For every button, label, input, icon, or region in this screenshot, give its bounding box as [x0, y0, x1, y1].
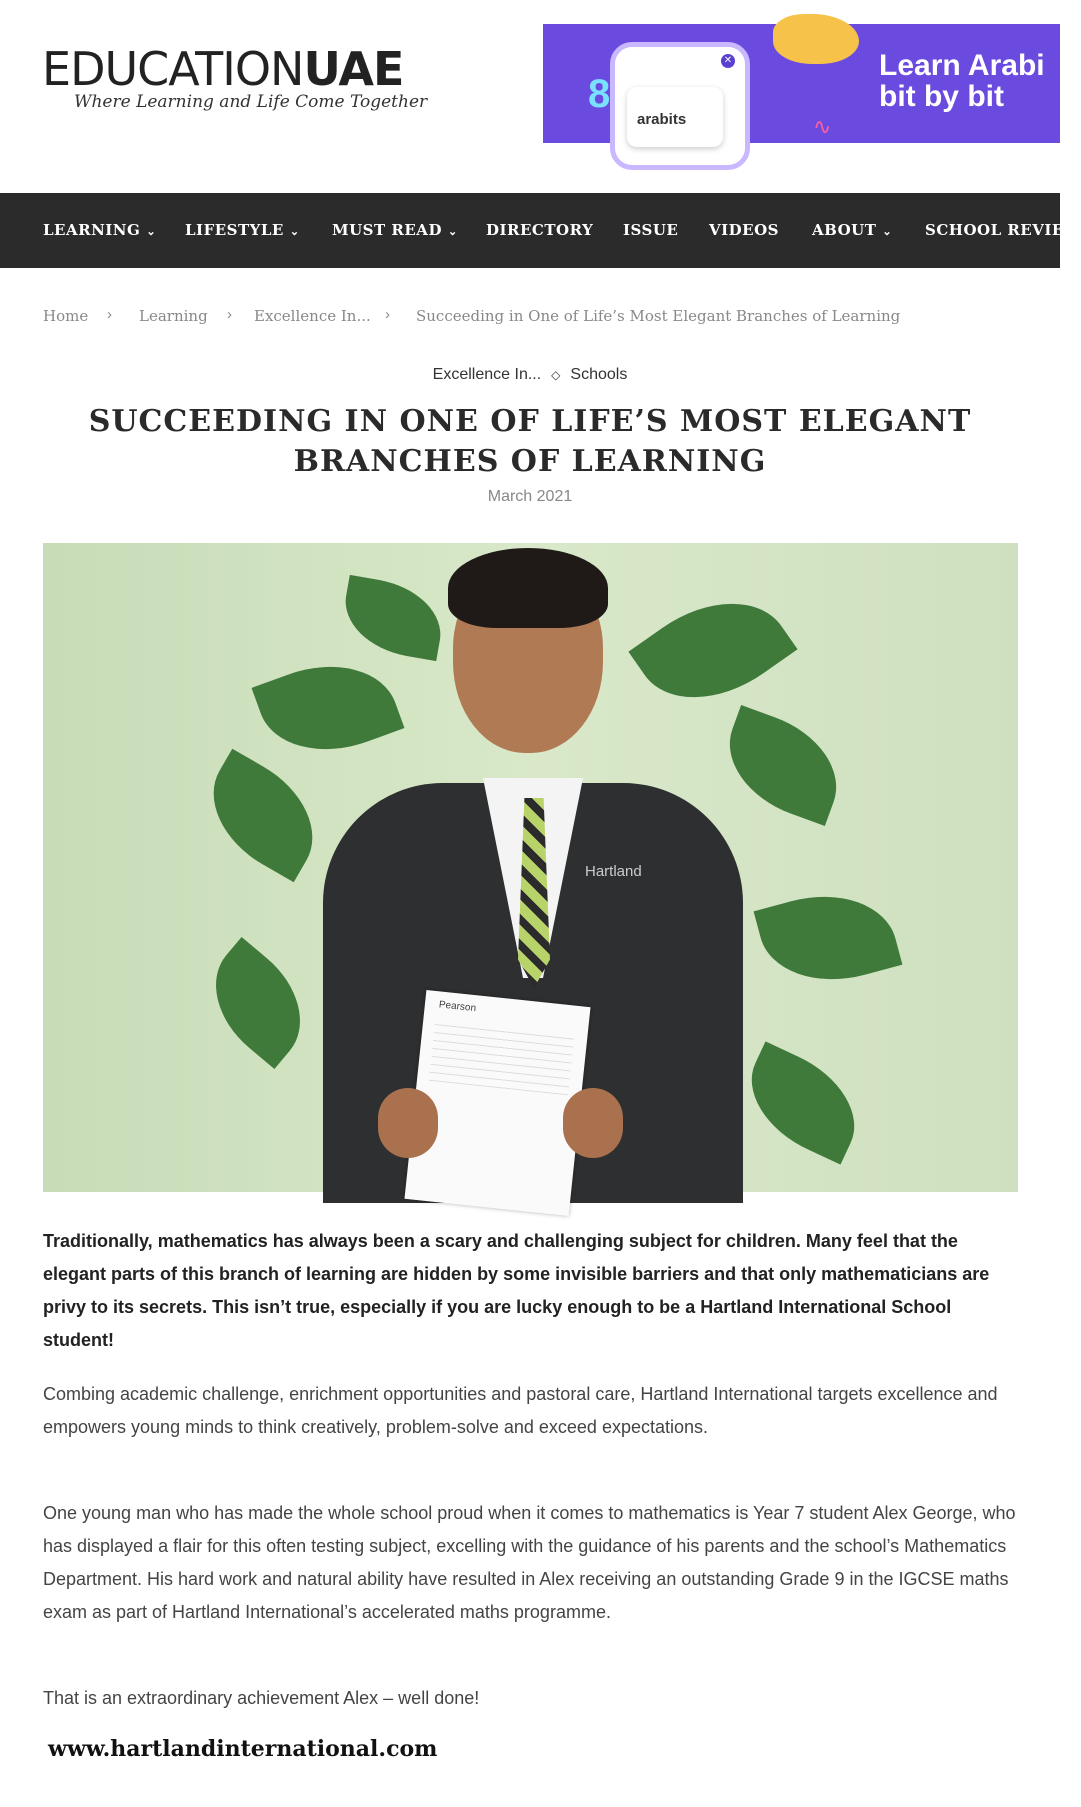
- plant-leaf: [338, 575, 449, 661]
- nav-item-label: MUST READ: [332, 221, 442, 239]
- nav-item-lifestyle[interactable]: [185, 193, 300, 268]
- breadcrumb-chevron-icon: ›: [385, 306, 390, 323]
- article-paragraph: That is an extraordinary achievement Alex – well done!: [43, 1688, 480, 1708]
- breadcrumb-excellence[interactable]: Excellence In...: [254, 307, 371, 325]
- site-header: [0, 0, 1060, 193]
- nav-item-label: ABOUT: [812, 221, 877, 239]
- article-date: March 2021: [487, 488, 573, 505]
- plant-leaf: [754, 878, 903, 999]
- breadcrumb-chevron-icon: ›: [227, 306, 232, 323]
- breadcrumb-chevron-icon: ›: [107, 306, 112, 323]
- article-lead-paragraph: Traditionally, mathematics has always been a scary and challenging subject for children. Many feel that the elegant parts of this branch of learning are hidden by some invisible barriers and that only mathematicians are privy to its secrets. This isn’t true, especially if you are lucky enough to be a Hartland International School student!: [43, 1231, 990, 1350]
- nav-item-issue[interactable]: [623, 193, 678, 268]
- ad-squiggle-icon: ∿: [813, 114, 832, 139]
- logo-tagline: Where Learning and Life Come Together: [74, 92, 428, 112]
- article-title: SUCCEEDING IN ONE OF LIFE’S MOST ELEGANT BRANCHES OF LEARNING: [88, 404, 972, 479]
- breadcrumb-current: Succeeding in One of Life’s Most Elegant Branches of Learning: [416, 307, 901, 325]
- nav-item-label: LEARNING: [43, 221, 141, 239]
- article-paragraph: Combing academic challenge, enrichment opportunities and pastoral care, Hartland International targets excellence and empowers young minds to think creatively, problem-solve and exceed expectations.: [43, 1384, 998, 1437]
- category-link-excellence[interactable]: Excellence In...: [432, 366, 542, 383]
- ad-close-icon[interactable]: ✕: [721, 54, 735, 68]
- plant-leaf: [190, 749, 336, 883]
- site-logo[interactable]: [42, 42, 428, 124]
- student-right-hand: [563, 1088, 623, 1158]
- nav-item-school-review[interactable]: [925, 193, 1081, 268]
- plant-leaf: [190, 937, 326, 1069]
- breadcrumb-learning[interactable]: Learning: [139, 307, 208, 325]
- chevron-down-icon: ⌄: [289, 225, 300, 238]
- ad-decoration-glyph: 8: [588, 72, 611, 116]
- nav-item-learning[interactable]: [43, 193, 156, 268]
- certificate-text-lines: [429, 1021, 575, 1095]
- article-categories: [0, 366, 1060, 384]
- advertisement-banner[interactable]: [543, 24, 1060, 143]
- nav-item-label: SCHOOL REVIEW: [925, 221, 1081, 239]
- nav-item-videos[interactable]: [709, 193, 779, 268]
- certificate-brand: Pearson: [438, 999, 477, 1015]
- logo-wordmark-bold: UAE: [303, 42, 404, 96]
- nav-item-label: DIRECTORY: [486, 221, 594, 239]
- nav-item-about[interactable]: [812, 193, 892, 268]
- nav-item-must-read[interactable]: [332, 193, 458, 268]
- ad-headline: [879, 50, 1045, 112]
- ad-brand: arabits: [637, 111, 687, 128]
- main-navigation: [0, 193, 1081, 268]
- student-left-hand: [378, 1088, 438, 1158]
- chevron-down-icon: ⌄: [146, 225, 157, 238]
- breadcrumb-home[interactable]: Home: [43, 307, 89, 325]
- logo-wordmark-thin: EDUCATION: [42, 42, 304, 96]
- chevron-down-icon: ⌄: [882, 225, 893, 238]
- blazer-badge: Hartland: [585, 863, 642, 880]
- article-paragraph: One young man who has made the whole school proud when it comes to mathematics is Year 7 student Alex George, who has displayed a flair for this often testing subject, excelling with the guidance of his parents and the school’s Mathematics Department. His hard work and natural ability have resulted in Alex receiving an outstanding Grade 9 in the IGCSE maths exam as part of Hartland International’s accelerated maths programme.: [43, 1503, 1016, 1622]
- nav-item-directory[interactable]: [486, 193, 593, 268]
- logo-wordmark: [42, 44, 422, 94]
- category-link-schools[interactable]: Schools: [570, 366, 628, 383]
- school-website-link[interactable]: www.hartlandinternational.com: [48, 1736, 438, 1762]
- plant-leaf: [252, 643, 405, 772]
- nav-item-label: LIFESTYLE: [185, 221, 284, 239]
- ad-headline-line2: bit by bit: [879, 80, 1004, 113]
- ad-headline-line1: Learn Arabi: [879, 49, 1045, 82]
- nav-item-label: VIDEOS: [709, 221, 779, 239]
- plant-leaf: [712, 705, 854, 826]
- plant-leaf: [628, 571, 797, 729]
- nav-item-label: ISSUE: [623, 221, 679, 239]
- ad-decoration-blob: [773, 14, 859, 64]
- diamond-icon: ◇: [551, 368, 561, 382]
- student-hair: [448, 548, 608, 628]
- plant-leaf: [732, 1041, 875, 1164]
- chevron-down-icon: ⌄: [447, 225, 458, 238]
- article-hero-image: [43, 543, 1018, 1192]
